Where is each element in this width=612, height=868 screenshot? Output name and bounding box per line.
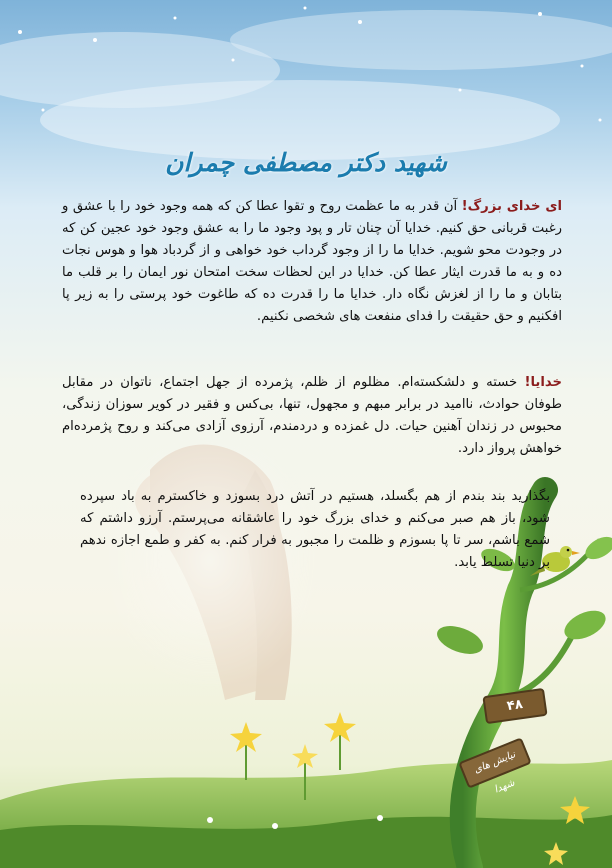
paragraph-2-text: خسته و دلشکسته‌ام. مظلوم از ظلم، پژمرده از جهل اجتماع، ناتوان در مقابل طوفان حوادث، ناامید در برابر مبهم و مجهول، تنها، بی‌کس و فقیر در کویر سوزان زندگی، محبوس در زندان آهنین حیات. دل غمزده و دردمندم، آرزوی آزادی می‌کند و روح پژمرده‌ام خواهش پرواز دارد. [62, 375, 562, 456]
paragraph-1-lead: ای خدای بزرگ! [461, 199, 562, 214]
page-number: ۴۸ [506, 696, 524, 715]
sky-clouds [0, 10, 612, 160]
paragraph-1-text: آن قدر به ما عظمت روح و تقوا عطا کن که همه وجود خود را با عشق و رغبت قربانی حق کنیم. خدایا آن چنان تار و پود وجود ما را به عشق وجود خود عجین کن که در وجودت محو شویم. خدایا ما را از وجود گرداب خود خواهی و از گردباد هوا و هوس نجات ده و به ما قدرت ایثار عطا کن. خدایا در این لحظات سخت امتحان نور ایمان را بر قلب ما بتابان و ما را از لغزش نگاه دار. خدایا ما را قدرت ده که طاغوت خود پرستی را به زیر پا افکنیم و حق حقیقت را فدای منفعت های شخصی نکنیم. [62, 199, 562, 324]
paragraph-2-lead: خدایا! [524, 375, 562, 390]
paragraph-3-text: بگذارید بند بندم از هم بگسلد، هستیم در آتش درد بسوزد و خاکسترم به باد سپرده شود، باز هم صبر می‌کنم و خدای بزرگ خود را عاشقانه می‌پرستم. آرزو داشتم که شمع باشم، سر تا پا بسوزم و ظلمت را مجبور به فرار کنم. به کفر و طمع اجازه ندهم بر دنیا تسلط یابد. [80, 489, 550, 570]
paragraph-1 [62, 196, 562, 328]
paragraph-3 [80, 486, 550, 574]
sign-label: نیایش های شهدا [472, 749, 518, 796]
page-title: شهید دکتر مصطفی چمران [165, 148, 447, 177]
paragraph-2 [62, 372, 562, 460]
